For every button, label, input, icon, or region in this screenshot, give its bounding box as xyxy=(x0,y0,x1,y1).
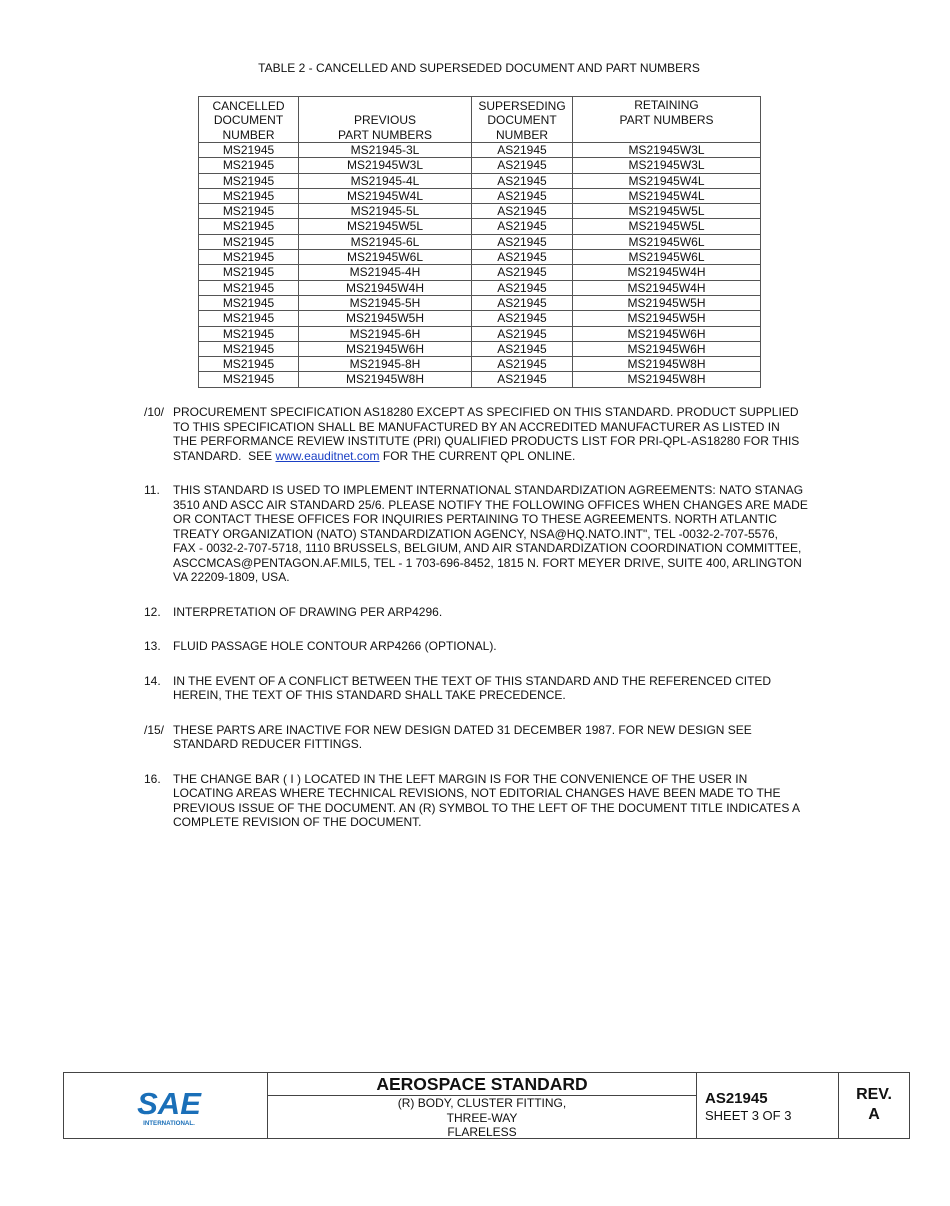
table-cell: MS21945W5L xyxy=(573,219,761,234)
header-previous-part-numbers xyxy=(299,97,472,143)
table-cell: MS21945W6L xyxy=(573,250,761,265)
table-cell: MS21945 xyxy=(199,219,299,234)
header-line: NUMBER xyxy=(222,127,275,142)
revision-cell xyxy=(839,1073,909,1138)
header-line: PREVIOUS xyxy=(353,113,416,127)
document-number: AS21945 xyxy=(705,1090,768,1107)
note-line: STANDARD REDUCER FITTINGS. xyxy=(173,737,363,751)
table-row xyxy=(199,219,761,234)
note-line: 3510 AND ASCC AIR STANDARD 25/6. PLEASE NOTIFY THE FOLLOWING OFFICES WHEN CHANGES ARE MADE xyxy=(173,497,808,512)
table-cell: AS21945 xyxy=(472,357,573,372)
table-row xyxy=(199,295,761,310)
document-subtitle xyxy=(268,1096,696,1140)
table-header-row xyxy=(199,97,761,143)
note-line: TO THIS SPECIFICATION SHALL BE MANUFACTURED BY AN ACCREDITED MANUFACTURER AS LISTED IN xyxy=(173,419,780,434)
table-cell: MS21945W3L xyxy=(299,158,472,173)
header-line: CANCELLED xyxy=(212,98,285,113)
header-line: DOCUMENT xyxy=(213,113,284,127)
table-cell: MS21945W6L xyxy=(573,234,761,249)
note-line: IN THE EVENT OF A CONFLICT BETWEEN THE TEXT OF THIS STANDARD AND THE REFERENCED CITED xyxy=(173,673,772,688)
note-item xyxy=(144,674,844,703)
parts-table xyxy=(198,96,761,388)
table-cell: AS21945 xyxy=(472,280,573,295)
table-cell: AS21945 xyxy=(472,295,573,310)
sheet-number: SHEET 3 OF 3 xyxy=(705,1108,792,1123)
table-row xyxy=(199,357,761,372)
table-cell: MS21945W8H xyxy=(573,357,761,372)
logo-subtext: INTERNATIONAL. xyxy=(143,1120,195,1127)
note-text xyxy=(173,483,844,585)
table-cell: MS21945W8H xyxy=(299,372,472,387)
header-retaining-part-numbers xyxy=(573,97,761,143)
table-cell: MS21945 xyxy=(199,204,299,219)
table-cell: MS21945 xyxy=(199,311,299,326)
table-cell: AS21945 xyxy=(472,234,573,249)
table-row xyxy=(199,372,761,387)
table-cell: AS21945 xyxy=(472,188,573,203)
table-cell: AS21945 xyxy=(472,158,573,173)
table-cell: MS21945 xyxy=(199,372,299,387)
table-cell: MS21945W4L xyxy=(573,173,761,188)
sae-logo xyxy=(134,1084,204,1128)
table-cell: MS21945 xyxy=(199,280,299,295)
table-cell: MS21945 xyxy=(199,326,299,341)
note-line: PROCUREMENT SPECIFICATION AS18280 EXCEPT AS SPECIFIED ON THIS STANDARD. PRODUCT SUPPLIED xyxy=(173,405,799,419)
table-cell: MS21945 xyxy=(199,143,299,158)
table-row xyxy=(199,341,761,356)
header-cancelled-document-number xyxy=(199,97,299,143)
note-text xyxy=(173,772,844,830)
table-cell: AS21945 xyxy=(472,219,573,234)
note-number: /10/ xyxy=(144,405,165,419)
header-line: SUPERSEDING xyxy=(478,98,566,113)
table-row xyxy=(199,173,761,188)
notes-section xyxy=(144,405,844,830)
document-number-cell xyxy=(697,1073,839,1138)
table-row xyxy=(199,234,761,249)
header-line: NUMBER xyxy=(495,127,548,142)
table-cell: MS21945-3L xyxy=(299,143,472,158)
note-line: THESE PARTS ARE INACTIVE FOR NEW DESIGN DATED 31 DECEMBER 1987. FOR NEW DESIGN SEE xyxy=(173,722,752,737)
table-cell: MS21945W5L xyxy=(573,204,761,219)
table-cell: AS21945 xyxy=(472,204,573,219)
revision-label: REV. xyxy=(856,1086,892,1103)
qpl-link[interactable]: www.eauditnet.com xyxy=(275,448,380,463)
table-body xyxy=(199,143,761,388)
note-number: 16. xyxy=(144,771,161,786)
table-cell: MS21945W4H xyxy=(299,280,472,295)
note-line: THE CHANGE BAR ( I ) LOCATED IN THE LEFT MARGIN IS FOR THE CONVENIENCE OF THE USER IN xyxy=(173,771,748,786)
note-line: ASCCMCAS@PENTAGON.AF.MIL5, TEL - 1 703-696-8452, 1815 N. FORT MEYER DRIVE, SUITE 400, ARLINGTON xyxy=(173,555,802,570)
note-item xyxy=(144,772,844,830)
note-item xyxy=(144,723,844,752)
table-cell: AS21945 xyxy=(472,250,573,265)
note-text xyxy=(173,674,844,703)
table-cell: AS21945 xyxy=(472,326,573,341)
title-block xyxy=(63,1072,910,1139)
note-line: THIS STANDARD IS USED TO IMPLEMENT INTERNATIONAL STANDARDIZATION AGREEMENTS: NATO STANAG xyxy=(173,483,804,497)
note-line: FAX - 0032-2-707-5718, 1110 BRUSSELS, BELGIUM, AND AIR STANDARDIZATION COORDINATION COMMITTEE, xyxy=(173,541,802,555)
table-row xyxy=(199,250,761,265)
table-cell: MS21945W4H xyxy=(573,280,761,295)
note-number: 12. xyxy=(144,604,161,619)
table-row xyxy=(199,188,761,203)
table-cell: MS21945W6L xyxy=(299,250,472,265)
table-row xyxy=(199,265,761,280)
table-cell: MS21945 xyxy=(199,188,299,203)
note-line-prefix: STANDARD. SEE xyxy=(173,448,276,463)
table-row xyxy=(199,280,761,295)
table-row xyxy=(199,204,761,219)
table-cell: MS21945 xyxy=(199,341,299,356)
table-cell: AS21945 xyxy=(472,173,573,188)
subtitle-line: FLARELESS xyxy=(447,1125,517,1139)
note-text xyxy=(173,639,844,654)
table-cell: AS21945 xyxy=(472,341,573,356)
table-cell: MS21945W5H xyxy=(573,295,761,310)
note-number: /15/ xyxy=(144,722,165,737)
table-cell: MS21945 xyxy=(199,173,299,188)
table-cell: MS21945-5H xyxy=(299,295,472,310)
title-cell xyxy=(268,1073,697,1138)
table-cell: MS21945 xyxy=(199,158,299,173)
table-cell: MS21945 xyxy=(199,234,299,249)
table-cell: MS21945-4H xyxy=(299,265,472,280)
table-row xyxy=(199,143,761,158)
table-row xyxy=(199,158,761,173)
note-line xyxy=(173,449,844,464)
table-cell: MS21945W6H xyxy=(573,341,761,356)
note-number: 14. xyxy=(144,673,161,688)
note-line: INTERPRETATION OF DRAWING PER ARP4296. xyxy=(173,604,443,619)
table-cell: MS21945-5L xyxy=(299,204,472,219)
table-cell: MS21945W4L xyxy=(299,188,472,203)
note-line: LOCATING AREAS WHERE TECHNICAL REVISIONS, NOT EDITORIAL CHANGES HAVE BEEN MADE TO THE xyxy=(173,786,781,800)
note-item xyxy=(144,483,844,585)
table-cell: MS21945-6H xyxy=(299,326,472,341)
table-cell: MS21945W5H xyxy=(573,311,761,326)
header-line: PART NUMBERS xyxy=(619,112,714,127)
table-cell: MS21945 xyxy=(199,265,299,280)
table-cell: AS21945 xyxy=(472,311,573,326)
note-item xyxy=(144,639,844,654)
note-text xyxy=(173,723,844,752)
note-text xyxy=(173,605,844,620)
note-line: FLUID PASSAGE HOLE CONTOUR ARP4266 (OPTIONAL). xyxy=(173,639,497,653)
table-cell: MS21945W3L xyxy=(573,143,761,158)
table-cell: MS21945-4L xyxy=(299,173,472,188)
note-item xyxy=(144,405,844,463)
table-cell: MS21945 xyxy=(199,250,299,265)
table-cell: MS21945W6H xyxy=(573,326,761,341)
note-line: PREVIOUS ISSUE OF THE DOCUMENT. AN (R) SYMBOL TO THE LEFT OF THE DOCUMENT TITLE INDICATES A xyxy=(173,800,800,815)
table-row xyxy=(199,326,761,341)
note-line: OR CONTACT THESE OFFICES FOR INQUIRIES PERTAINING TO THESE AGREEMENTS. NORTH ATLANTIC xyxy=(173,512,777,526)
table-cell: MS21945-6L xyxy=(299,234,472,249)
table-cell: MS21945W4L xyxy=(573,188,761,203)
table-cell: MS21945W6H xyxy=(299,341,472,356)
table-cell: MS21945W8H xyxy=(573,372,761,387)
table-cell: MS21945W3L xyxy=(573,158,761,173)
table-cell: MS21945 xyxy=(199,295,299,310)
note-item xyxy=(144,605,844,620)
table-cell: AS21945 xyxy=(472,143,573,158)
note-line-suffix: FOR THE CURRENT QPL ONLINE. xyxy=(379,448,576,463)
logo-cell xyxy=(64,1073,268,1138)
table-cell: MS21945 xyxy=(199,357,299,372)
revision-value: A xyxy=(868,1106,880,1123)
note-line: HEREIN, THE TEXT OF THIS STANDARD SHALL TAKE PRECEDENCE. xyxy=(173,688,566,702)
note-line: THE PERFORMANCE REVIEW INSTITUTE (PRI) QUALIFIED PRODUCTS LIST FOR PRI-QPL-AS18280 FOR THIS xyxy=(173,434,800,448)
subtitle-line: THREE-WAY xyxy=(446,1110,518,1125)
note-number: 13. xyxy=(144,639,161,653)
standard-title: AEROSPACE STANDARD xyxy=(268,1073,696,1096)
note-number: 11. xyxy=(144,483,160,497)
note-line: TREATY ORGANIZATION (NATO) STANDARDIZATION AGENCY, NSA@HQ.NATO.INT", TEL -0032-2-707-5576, xyxy=(173,526,779,541)
table-cell: MS21945W5H xyxy=(299,311,472,326)
table-cell: AS21945 xyxy=(472,265,573,280)
table-caption: TABLE 2 - CANCELLED AND SUPERSEDED DOCUMENT AND PART NUMBERS xyxy=(258,61,700,75)
header-superseding-document-number xyxy=(472,97,573,143)
table-cell: MS21945-8H xyxy=(299,357,472,372)
logo-wordmark: SAE xyxy=(137,1086,201,1121)
header-line: PART NUMBERS xyxy=(337,127,433,142)
note-text xyxy=(173,405,844,463)
header-line: DOCUMENT xyxy=(487,113,557,127)
table-row xyxy=(199,311,761,326)
subtitle-line: (R) BODY, CLUSTER FITTING, xyxy=(397,1096,567,1110)
table-cell: AS21945 xyxy=(472,372,573,387)
table-cell: MS21945W5L xyxy=(299,219,472,234)
header-line: RETAINING xyxy=(634,98,699,112)
note-line: VA 22209-1809, USA. xyxy=(173,570,290,584)
note-line: COMPLETE REVISION OF THE DOCUMENT. xyxy=(173,815,422,829)
table-cell: MS21945W4H xyxy=(573,265,761,280)
